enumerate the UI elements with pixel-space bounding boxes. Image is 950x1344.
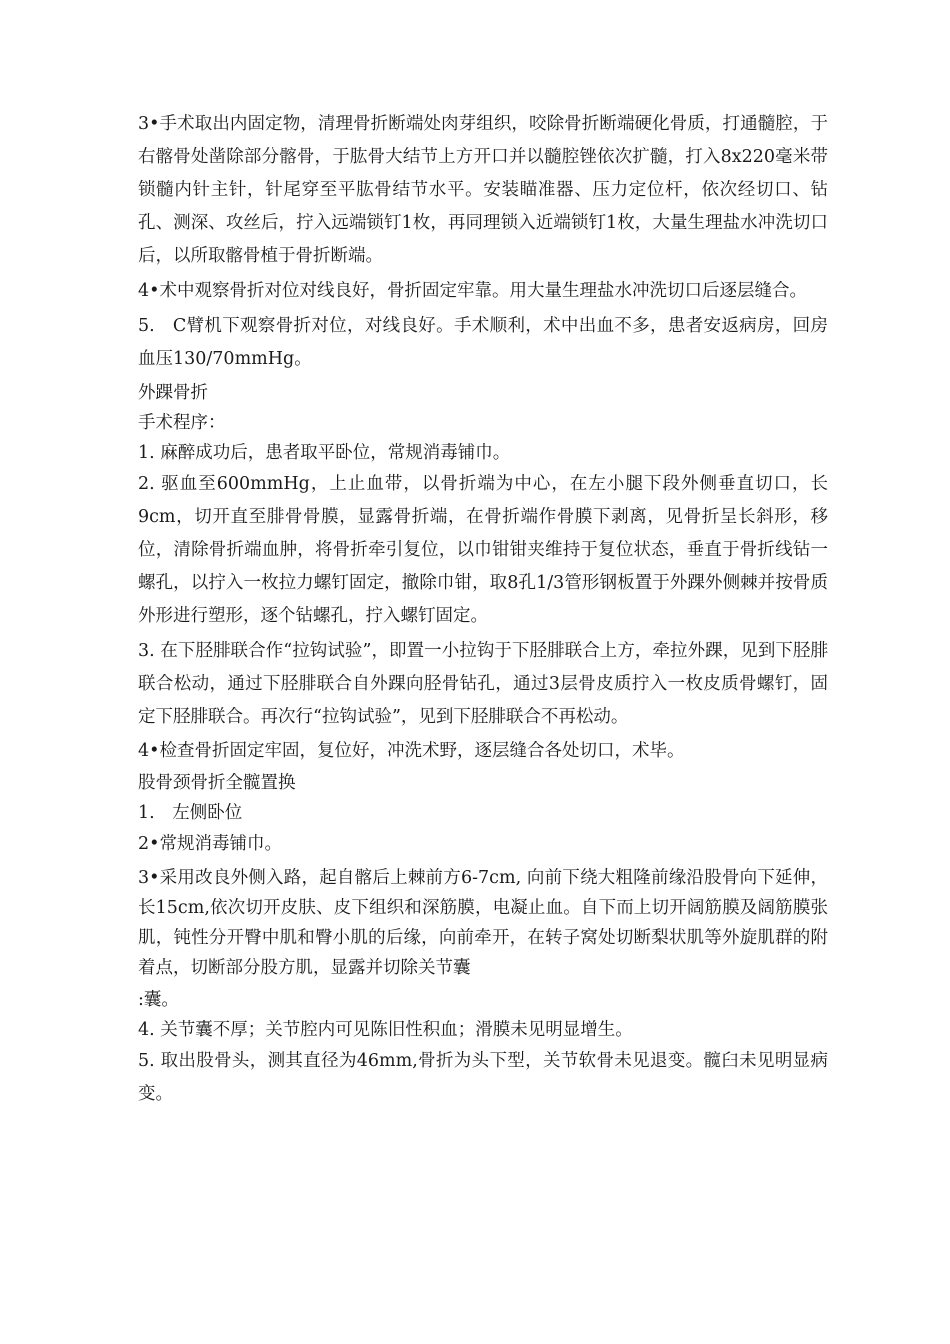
paragraph-1: 3•手术取出内固定物，清理骨折断端处肉芽组织，咬除骨折断端硬化骨质，打通髓腔，于右髂骨处凿除部分髂骨，于肱骨大结节上方开口并以髓腔锉依次扩髓，打入8x220毫米带锁髓内针主针，针尾穿至平肱骨结节水平。安装瞄准器、压力定位杆，依次经切口、钻孔、测深、攻丝后，拧入远端锁钉1枚，再同理锁入近端锁钉1枚，大量生理盐水冲洗切口后，以所取髂骨植于骨折断端。 [138, 114, 828, 266]
paragraph-3: 5. C臂机下观察骨折对位，对线良好。手术顺利，术中出血不多，患者安返病房，回房血压130/70mmHg。 [138, 316, 828, 369]
hip-step-2: 2•常规消毒铺巾。 [138, 834, 282, 854]
procedure-heading: 手术程序： [138, 413, 226, 433]
hip-step-3-continuation: :囊。 [138, 990, 179, 1010]
step-1: 1. 麻醉成功后，患者取平卧位，常规消毒铺巾。 [138, 443, 511, 463]
hip-step-1: 1. 左侧卧位 [138, 803, 243, 823]
step-2: 2. 驱血至600mmHg，上止血带，以骨折端为中心，在左小腿下段外侧垂直切口，长9cm，切开直至腓骨骨膜，显露骨折端，在骨折端作骨膜下剥离，见骨折呈长斜形，移位，清除骨折端血肿，将骨折牵引复位，以巾钳钳夹维持于复位状态，垂直于骨折线钻一螺孔，以拧入一枚拉力螺钉固定，撤除巾钳，取8孔1/3管形钢板置于外踝外侧棘并按骨质外形进行塑形，逐个钻螺孔，拧入螺钉固定。 [138, 474, 828, 626]
step-4: 4•检查骨折固定牢固，复位好，冲洗术野，逐层缝合各处切口，术毕。 [138, 741, 685, 761]
paragraph-2: 4•术中观察骨折对位对线良好，骨折固定牢靠。用大量生理盐水冲洗切口后逐层缝合。 [138, 281, 807, 301]
hip-step-5: 5. 取出股骨头，测其直径为46mm,骨折为头下型，关节软骨未见退变。髋臼未见明显病变。 [138, 1051, 828, 1104]
step-3: 3. 在下胫腓联合作“拉钩试验”，即置一小拉钩于下胫腓联合上方，牵拉外踝，见到下胫腓联合松动，通过下胫腓联合自外踝向胫骨钻孔，通过3层骨皮质拧入一枚皮质骨螺钉，固定下胫腓联合。再次行“拉钩试验”，见到下胫腓联合不再松动。 [138, 641, 828, 727]
document-body [138, 108, 828, 1113]
section-heading-lateral-malleolus: 外踝骨折 [138, 383, 208, 403]
section-heading-hip-replacement: 股骨颈骨折全髋置换 [138, 773, 296, 793]
hip-step-4: 4. 关节囊不厚；关节腔内可见陈旧性积血；滑膜未见明显增生。 [138, 1020, 633, 1040]
hip-step-3: 3•采用改良外侧入路，起自髂后上棘前方6-7cm, 向前下绕大粗隆前缘沿股骨向下延伸，长15cm,依次切开皮肤、皮下组织和深筋膜，电凝止血。自下而上切开阔筋膜及阔筋膜张肌，钝性分开臀中肌和臀小肌的后缘，向前牵开，在转子窝处切断梨状肌等外旋肌群的附着点，切断部分股方肌，显露并切除关节囊 [138, 868, 828, 978]
